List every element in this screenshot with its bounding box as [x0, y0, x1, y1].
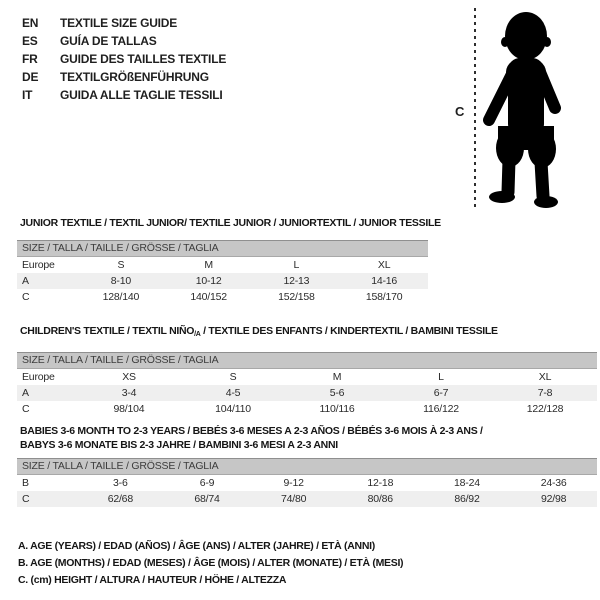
- language-label: GUIDE DES TAILLES TEXTILE: [60, 52, 227, 66]
- size-header-bar: SIZE / TALLA / TAILLE / GRÖSSE / TAGLIA: [17, 352, 597, 369]
- table-cell: 104/110: [215, 403, 251, 415]
- babies-section-title-line2: BABYS 3-6 MONATE BIS 2-3 JAHRE / BAMBINI 3-6 MESI A 2-3 ANNI: [20, 439, 338, 451]
- footnote-c: C. (cm) HEIGHT / ALTURA / HAUTEUR / HÖHE / ALTEZZA: [18, 574, 287, 586]
- table-row: [17, 401, 597, 417]
- size-header-bar: SIZE / TALLA / TAILLE / GRÖSSE / TAGLIA: [17, 240, 428, 257]
- language-row: [22, 32, 226, 50]
- table-cell: 7-8: [537, 387, 553, 399]
- children-title-subscript: /A: [194, 331, 201, 338]
- table-cell: L: [293, 259, 300, 271]
- language-row: [22, 14, 226, 32]
- table-cell: 9-12: [283, 477, 304, 489]
- baby-silhouette-icon: [482, 10, 570, 208]
- table-cell: 3-4: [121, 387, 137, 399]
- language-code: FR: [22, 52, 38, 66]
- table-cell: M: [204, 259, 213, 271]
- junior-size-table: [17, 257, 428, 305]
- table-cell: 18-24: [454, 477, 480, 489]
- language-code: IT: [22, 88, 33, 102]
- language-code: EN: [22, 16, 39, 30]
- table-cell: 10-12: [195, 275, 222, 287]
- babies-section: [17, 424, 597, 507]
- table-cell: 6-9: [199, 477, 215, 489]
- language-title-block: [22, 14, 226, 104]
- table-cell: XS: [122, 371, 136, 383]
- size-header-bar: SIZE / TALLA / TAILLE / GRÖSSE / TAGLIA: [17, 458, 597, 475]
- table-cell: 3-6: [113, 477, 128, 489]
- language-label: TEXTILE SIZE GUIDE: [60, 16, 178, 30]
- height-measure-dotted-line: [474, 8, 476, 208]
- table-cell: 140/152: [190, 291, 227, 303]
- table-cell: L: [438, 371, 444, 383]
- table-cell: XL: [377, 259, 391, 271]
- row-label: Europe: [22, 371, 55, 383]
- table-cell: S: [117, 259, 125, 271]
- row-label: B: [22, 477, 29, 489]
- table-cell: 86/92: [454, 493, 480, 505]
- table-row: [17, 385, 597, 401]
- language-row: [22, 86, 226, 104]
- legend-footnotes: [18, 538, 403, 589]
- language-label: TEXTILGRÖßENFÜHRUNG: [60, 70, 209, 84]
- table-cell: 128/140: [102, 291, 140, 303]
- row-label: Europe: [22, 259, 55, 271]
- table-cell: 14-16: [371, 275, 398, 287]
- table-cell: 4-5: [225, 387, 241, 399]
- table-cell: 74/80: [281, 493, 307, 505]
- table-cell: 158/170: [365, 291, 403, 303]
- table-row: [17, 257, 428, 273]
- language-code: DE: [22, 70, 39, 84]
- language-row: [22, 50, 226, 68]
- table-cell: 80/86: [367, 493, 393, 505]
- row-label: C: [22, 291, 30, 303]
- table-cell: S: [229, 371, 237, 383]
- babies-section-title-line1: BABIES 3-6 MONTH TO 2-3 YEARS / BEBÉS 3-6 MESES A 2-3 AÑOS / BÉBÉS 3-6 MOIS À 2-3 ANS /: [20, 425, 483, 437]
- footnote-a: A. AGE (YEARS) / EDAD (AÑOS) / ÂGE (ANS) / ALTER (JAHRE) / ETÀ (ANNI): [18, 540, 375, 552]
- children-title-text: CHILDREN'S TEXTILE / TEXTIL NIÑO: [20, 325, 195, 337]
- row-label: A: [22, 387, 29, 399]
- table-cell: 6-7: [433, 387, 449, 399]
- table-cell: 12-13: [283, 275, 310, 287]
- height-measure-label: C: [455, 104, 465, 119]
- table-cell: 24-36: [540, 477, 567, 489]
- table-cell: 122/128: [526, 403, 564, 415]
- table-cell: 116/122: [423, 403, 459, 415]
- table-cell: 92/98: [541, 493, 567, 505]
- table-row: [17, 289, 428, 305]
- table-row: [17, 369, 597, 385]
- language-row: [22, 68, 226, 86]
- table-cell: 8-10: [110, 275, 131, 287]
- table-cell: 98/104: [113, 403, 145, 415]
- language-label: GUIDA ALLE TAGLIE TESSILI: [60, 88, 223, 102]
- table-cell: M: [332, 371, 342, 383]
- children-section-title: [20, 324, 597, 342]
- table-row: [17, 491, 597, 507]
- table-row: [17, 475, 597, 491]
- language-code: ES: [22, 34, 38, 48]
- footnote-b: B. AGE (MONTHS) / EDAD (MESES) / ÂGE (MOIS) / ALTER (MONATE) / ETÀ (MESI): [18, 557, 404, 569]
- children-section: [17, 324, 597, 417]
- table-cell: 5-6: [329, 387, 345, 399]
- table-cell: 110/116: [319, 403, 355, 415]
- babies-size-table: [17, 475, 597, 507]
- row-label: C: [22, 493, 30, 505]
- table-cell: 152/158: [278, 291, 315, 303]
- children-size-table: [17, 369, 597, 417]
- language-label: GUÍA DE TALLAS: [60, 34, 157, 48]
- junior-section: [17, 216, 441, 305]
- junior-section-title: JUNIOR TEXTILE / TEXTIL JUNIOR/ TEXTILE JUNIOR / JUNIORTEXTIL / JUNIOR TESSILE: [20, 217, 441, 229]
- table-row: [17, 273, 428, 289]
- table-cell: 68/74: [194, 493, 220, 505]
- children-title-text: / TEXTILE DES ENFANTS / KINDERTEXTIL / BAMBINI TESSILE: [200, 325, 498, 337]
- table-cell: XL: [538, 371, 552, 383]
- table-cell: 12-18: [367, 477, 394, 489]
- row-label: C: [22, 403, 30, 415]
- table-cell: 62/68: [107, 493, 133, 505]
- row-label: A: [22, 275, 29, 287]
